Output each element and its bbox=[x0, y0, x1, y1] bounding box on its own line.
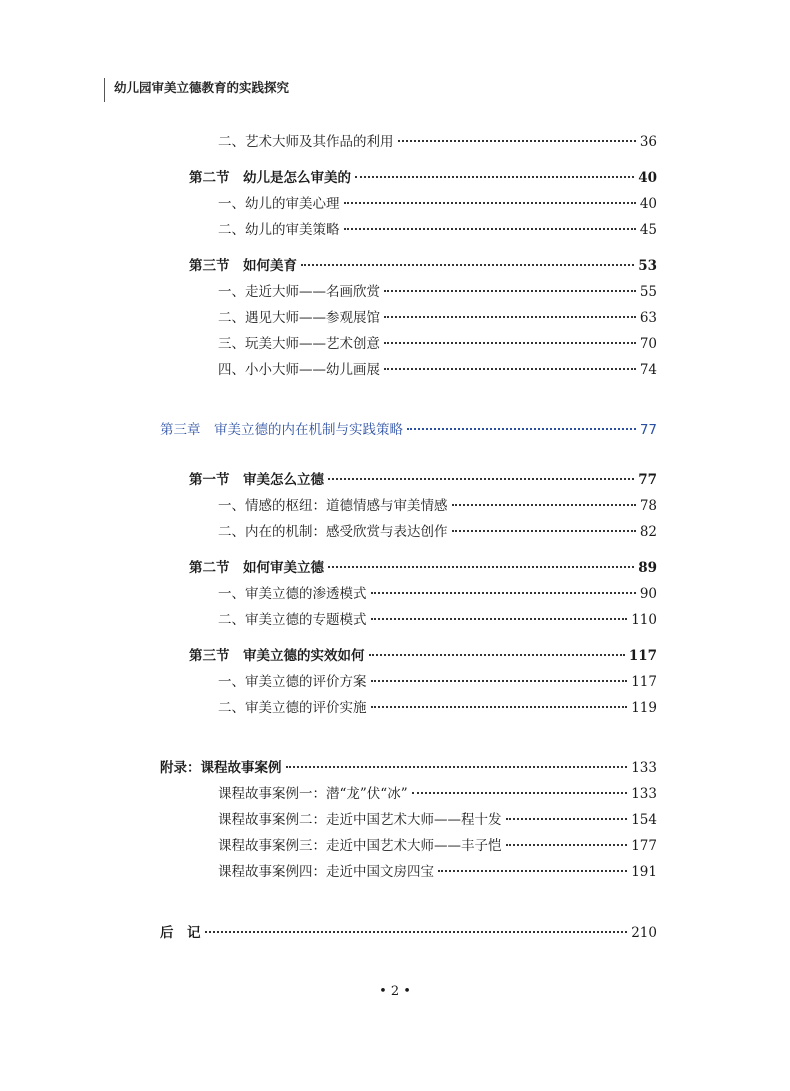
toc-entry-page: 133 bbox=[631, 786, 657, 802]
toc-leader-dots bbox=[384, 316, 636, 318]
toc-entry-label: 一、审美立德的渗透模式 bbox=[218, 586, 367, 602]
toc-section-entry[interactable] bbox=[189, 168, 657, 188]
toc-entry-page: 89 bbox=[638, 560, 657, 576]
toc-section-entry[interactable] bbox=[189, 470, 657, 490]
toc-appendix-entry[interactable] bbox=[160, 758, 657, 778]
toc-entry-label: 课程故事案例四：走近中国文房四宝 bbox=[218, 864, 434, 880]
toc-entry-page: 210 bbox=[631, 925, 657, 941]
toc-leader-dots bbox=[452, 530, 636, 532]
toc-entry-label: 四、小小大师——幼儿画展 bbox=[218, 362, 380, 378]
toc-entry-label: 第一节 审美怎么立德 bbox=[189, 472, 324, 488]
toc-entry-label: 二、审美立德的评价实施 bbox=[218, 700, 367, 716]
toc-entry-label: 第二节 幼儿是怎么审美的 bbox=[189, 170, 351, 186]
toc-leader-dots bbox=[301, 264, 634, 266]
toc-entry-label: 二、遇见大师——参观展馆 bbox=[218, 310, 380, 326]
toc-section-entry[interactable] bbox=[189, 646, 657, 666]
toc-entry-page: 119 bbox=[631, 700, 657, 716]
toc-leader-dots bbox=[205, 931, 628, 933]
toc-entry[interactable] bbox=[218, 672, 657, 692]
toc-leader-dots bbox=[412, 792, 628, 794]
toc-entry-label: 第三节 审美立德的实效如何 bbox=[189, 648, 365, 664]
toc-entry-page: 40 bbox=[639, 196, 657, 212]
toc-entry[interactable] bbox=[218, 194, 657, 214]
toc-leader-dots bbox=[371, 706, 628, 708]
toc-entry-page: 133 bbox=[631, 760, 657, 776]
toc-entry-page: 40 bbox=[638, 170, 657, 186]
toc-case-entry[interactable] bbox=[218, 836, 657, 856]
toc-entry-label: 一、幼儿的审美心理 bbox=[218, 196, 340, 212]
toc-entry[interactable] bbox=[218, 132, 657, 152]
toc-leader-dots bbox=[328, 478, 634, 480]
toc-entry[interactable] bbox=[218, 334, 657, 354]
toc-afterword-entry[interactable] bbox=[160, 923, 657, 943]
toc-section-entry[interactable] bbox=[189, 558, 657, 578]
toc-entry-page: 117 bbox=[631, 674, 657, 690]
toc-entry-page: 191 bbox=[631, 864, 657, 880]
toc-leader-dots bbox=[384, 368, 636, 370]
toc-leader-dots bbox=[438, 870, 627, 872]
toc-leader-dots bbox=[506, 844, 628, 846]
toc-entry-page: 110 bbox=[631, 612, 657, 628]
toc-leader-dots bbox=[328, 566, 634, 568]
toc-entry[interactable] bbox=[218, 308, 657, 328]
toc-chapter-entry[interactable] bbox=[160, 420, 657, 440]
toc-entry-label: 第三章 审美立德的内在机制与实践策略 bbox=[160, 422, 403, 438]
toc-entry-label: 三、玩美大师——艺术创意 bbox=[218, 336, 380, 352]
toc-case-entry[interactable] bbox=[218, 862, 657, 882]
toc-leader-dots bbox=[369, 654, 625, 656]
toc-entry-page: 82 bbox=[639, 524, 657, 540]
toc-entry-label: 一、走近大师——名画欣赏 bbox=[218, 284, 380, 300]
page-number: • 2 • bbox=[379, 984, 411, 999]
toc-entry-page: 77 bbox=[638, 472, 657, 488]
toc-leader-dots bbox=[506, 818, 628, 820]
toc-entry-page: 70 bbox=[639, 336, 657, 352]
toc-entry-page: 63 bbox=[639, 310, 657, 326]
toc-entry[interactable] bbox=[218, 584, 657, 604]
toc-entry[interactable] bbox=[218, 496, 657, 516]
toc-leader-dots bbox=[398, 140, 636, 142]
toc-entry-label: 一、情感的枢纽：道德情感与审美情感 bbox=[218, 498, 448, 514]
toc-entry-label: 第三节 如何美育 bbox=[189, 258, 297, 274]
toc-entry-page: 55 bbox=[639, 284, 657, 300]
toc-entry[interactable] bbox=[218, 360, 657, 380]
toc-entry-page: 74 bbox=[639, 362, 657, 378]
toc-entry[interactable] bbox=[218, 610, 657, 630]
toc-entry-page: 78 bbox=[639, 498, 657, 514]
running-header-title: 幼儿园审美立德教育的实践探究 bbox=[114, 80, 290, 95]
toc-entry-page: 154 bbox=[631, 812, 657, 828]
toc-entry[interactable] bbox=[218, 282, 657, 302]
toc-entry[interactable] bbox=[218, 698, 657, 718]
toc-entry-label: 二、内在的机制：感受欣赏与表达创作 bbox=[218, 524, 448, 540]
toc-section-entry[interactable] bbox=[189, 256, 657, 276]
toc-entry-page: 53 bbox=[638, 258, 657, 274]
toc-entry-page: 77 bbox=[639, 422, 657, 438]
toc-entry-label: 课程故事案例三：走近中国艺术大师——丰子恺 bbox=[218, 838, 502, 854]
toc-entry-label: 后 记 bbox=[160, 925, 201, 941]
toc-entry[interactable] bbox=[218, 220, 657, 240]
toc-leader-dots bbox=[344, 228, 636, 230]
toc-entry-page: 36 bbox=[639, 134, 657, 150]
toc-leader-dots bbox=[355, 176, 634, 178]
toc-leader-dots bbox=[452, 504, 636, 506]
toc-entry-page: 90 bbox=[639, 586, 657, 602]
toc-entry[interactable] bbox=[218, 522, 657, 542]
toc-entry-label: 第二节 如何审美立德 bbox=[189, 560, 324, 576]
toc-entry-label: 课程故事案例二：走近中国艺术大师——程十发 bbox=[218, 812, 502, 828]
toc-entry-page: 177 bbox=[631, 838, 657, 854]
toc-case-entry[interactable] bbox=[218, 810, 657, 830]
toc-entry-label: 二、审美立德的专题模式 bbox=[218, 612, 367, 628]
toc-entry-label: 二、幼儿的审美策略 bbox=[218, 222, 340, 238]
toc-leader-dots bbox=[384, 342, 636, 344]
toc-entry-label: 附录：课程故事案例 bbox=[160, 760, 282, 776]
toc-leader-dots bbox=[384, 290, 636, 292]
toc-entry-label: 课程故事案例一：潜“龙”伏“冰” bbox=[218, 786, 408, 802]
toc-leader-dots bbox=[407, 428, 636, 430]
toc-entry-label: 一、审美立德的评价方案 bbox=[218, 674, 367, 690]
toc-case-entry[interactable] bbox=[218, 784, 657, 804]
toc-leader-dots bbox=[371, 680, 628, 682]
toc-leader-dots bbox=[371, 618, 628, 620]
toc-entry-label: 二、艺术大师及其作品的利用 bbox=[218, 134, 394, 150]
toc-leader-dots bbox=[344, 202, 636, 204]
toc-leader-dots bbox=[371, 592, 636, 594]
toc-entry-page: 117 bbox=[628, 648, 657, 664]
toc-leader-dots bbox=[286, 766, 628, 768]
toc-entry-page: 45 bbox=[639, 222, 657, 238]
